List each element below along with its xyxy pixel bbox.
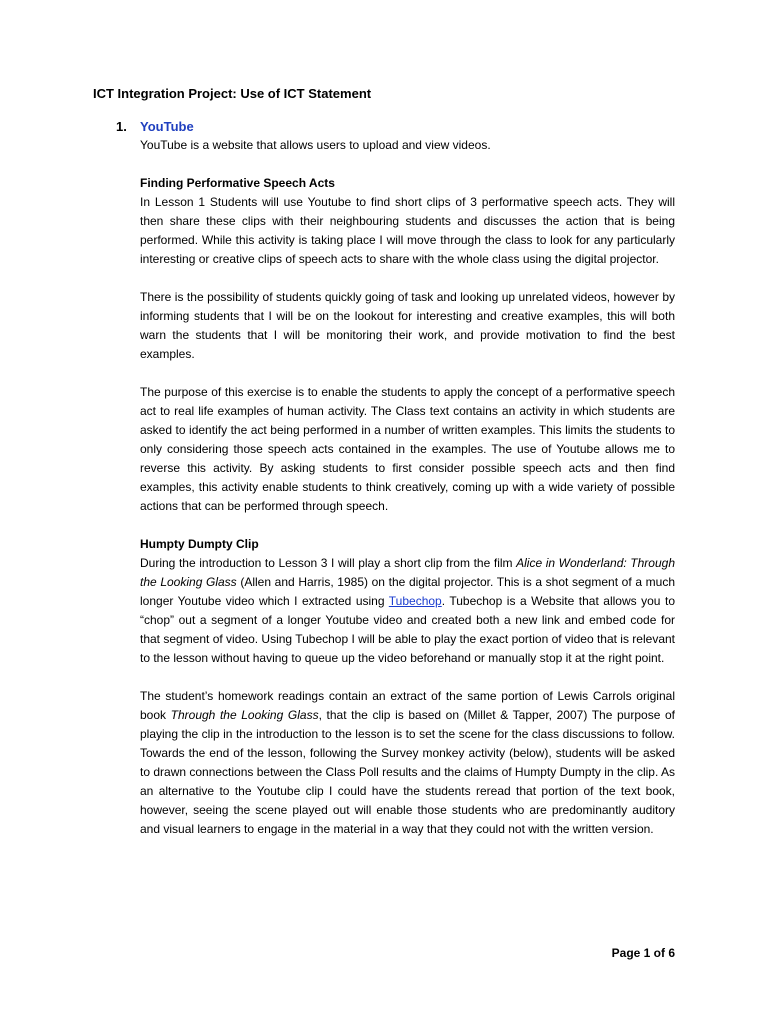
paragraph-finding-1: In Lesson 1 Students will use Youtube to find short clips of 3 performative speech acts. They will then share these clips with their neighbouring students and discusses the action that is being performed. While this activity is taking place I will move through the class to look for any particularly interesting or creative clips of speech acts to share with the whole class using the digital projector.	[140, 195, 675, 266]
section-number: 1.	[116, 119, 127, 134]
section-youtube	[116, 117, 676, 839]
section-intro: YouTube is a website that allows users to upload and view videos.	[140, 138, 491, 152]
paragraph-humpty-1	[140, 554, 675, 668]
paragraph-humpty-2	[140, 687, 675, 839]
tubechop-link[interactable]: Tubechop	[388, 594, 442, 608]
document-title: ICT Integration Project: Use of ICT Statement	[93, 86, 372, 101]
section-heading: YouTube	[140, 119, 194, 134]
paragraph-humpty-2-part-a: The student’s homework readings contain an extract of the same portion of Lewis Carrols original book	[140, 689, 675, 722]
subheading-humpty-dumpty: Humpty Dumpty Clip	[140, 537, 259, 551]
paragraph-humpty-1-part-a: During the introduction to Lesson 3 I will play a short clip from the film	[140, 556, 517, 570]
book-title: Through the Looking Glass	[170, 708, 319, 722]
paragraph-humpty-2-part-b: , that the clip is based on (Millet & Tapper, 2007) The purpose of playing the clip in the introduction to the lesson is to set the scene for the class discussions to follow. Towards the end of the lesson, following the Survey monkey activity (below), students will be asked to drawn connections between the Class Poll results and the claims of Humpty Dumpty in the clip. As an alternative to the Youtube clip I could have the students reread that portion of the text book, however, seeing the scene played out will enable those students who are predominantly auditory and visual learners to engage in the material in a way that they could not with the written version.	[140, 708, 675, 836]
paragraph-humpty-1-part-b: (Allen and Harris, 1985) on the digital projector. This is a shot segment of a much longer Youtube video which I extracted using	[140, 575, 675, 608]
subheading-finding-speech-acts: Finding Performative Speech Acts	[140, 176, 335, 190]
film-title: Alice in Wonderland: Through the Looking Glass	[140, 556, 676, 589]
page-number: Page 1 of 6	[611, 946, 675, 960]
paragraph-finding-3: The purpose of this exercise is to enable the students to apply the concept of a performative speech act to real life examples of human activity. The Class text contains an activity in which students are asked to identify the act being performed in a number of written examples. This limits the students to only considering those speech acts contained in the examples. The use of Youtube allows me to reverse this activity. By asking students to first consider possible speech acts and then find examples, this activity enable students to think creatively, coming up with a wide variety of possible actions that can be performed through speech.	[140, 385, 675, 513]
paragraph-finding-2: There is the possibility of students quickly going of task and looking up unrelated videos, however by informing students that I will be on the lookout for interesting and creative examples, this will both warn the students that I will be monitoring their work, and provide motivation to find the best examples.	[140, 290, 675, 361]
paragraph-humpty-1-part-c: . Tubechop is a Website that allows you to “chop” out a segment of a longer Youtube video and created both a new link and embed code for that segment of video. Using Tubechop I will be able to play the exact portion of video that is relevant to the lesson without having to queue up the video beforehand or manually stop it at the right point.	[140, 594, 675, 665]
